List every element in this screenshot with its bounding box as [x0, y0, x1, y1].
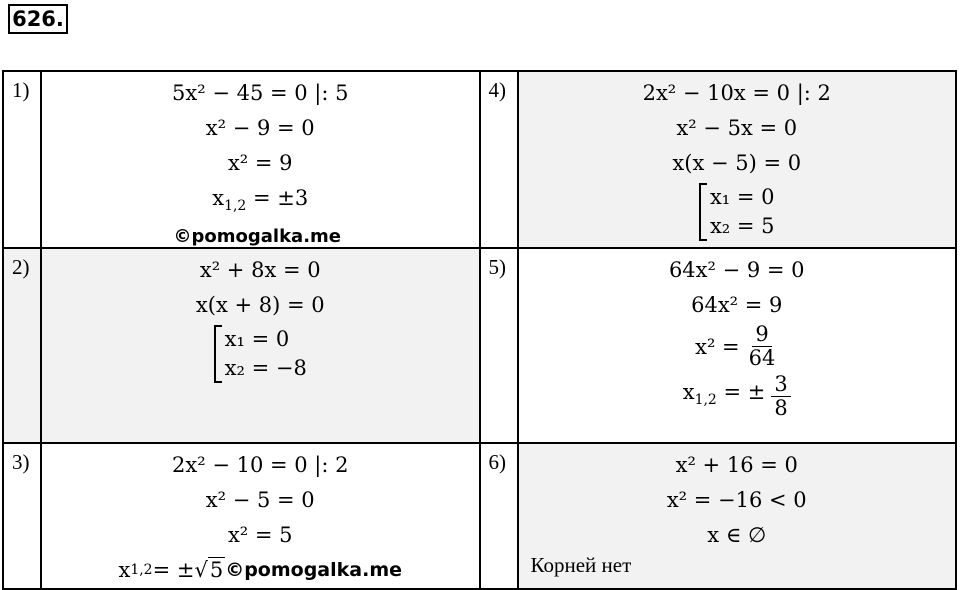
solution-cell-1: [41, 71, 480, 248]
watermark: ©pomogalka.me: [173, 226, 341, 248]
equation: x₂ = 5: [709, 214, 775, 238]
system-bracket: [699, 183, 707, 241]
problem-number: 626.: [8, 4, 68, 34]
item-label-2: 2): [3, 248, 41, 443]
equation-roots: $x_{1,2} = \pm 3$: [212, 186, 309, 215]
equation-system: [214, 325, 307, 383]
equation: 2x² − 10x = 0 |: 2: [642, 81, 831, 105]
item-label-5: 5): [480, 248, 518, 443]
equation: x² + 8x = 0: [199, 258, 321, 283]
solution-cell-2: [41, 248, 480, 443]
table-row: [3, 443, 956, 589]
equation: x₁ = 0: [709, 185, 775, 209]
equation: x² − 9 = 0: [205, 116, 315, 140]
no-roots-note: Корней нет: [530, 553, 632, 578]
equation: x(x + 8) = 0: [195, 293, 325, 318]
item-label-1: 1): [3, 71, 41, 248]
solution-cell-3: [41, 443, 480, 589]
solution-cell-4: [518, 71, 957, 248]
solution-cell-6: [518, 443, 957, 589]
equation: x₁ = 0: [224, 327, 290, 352]
equation: x(x − 5) = 0: [672, 151, 802, 175]
item-label-3: 3): [3, 443, 41, 589]
equation-system: [699, 183, 775, 241]
equation: x² = −16 < 0: [666, 488, 807, 513]
table-row: [3, 71, 956, 248]
table-row: [3, 248, 956, 443]
equation: x ∈ ∅: [707, 523, 767, 548]
equation-fraction: x² = $\frac{9}{64}$: [695, 323, 778, 370]
system-bracket: [214, 325, 222, 383]
equation: x² = 5: [227, 523, 293, 548]
fraction: $\frac{9}{64}$: [748, 322, 776, 371]
watermark: ©pomogalka.me: [225, 559, 403, 582]
equation: x² + 16 = 0: [675, 453, 798, 478]
equation: 2x² − 10 = 0 |: 2: [172, 453, 349, 478]
equation-roots: $x_{1,2}$ = ± $\frac{3}{8}$: [683, 370, 791, 422]
equation: 64x² − 9 = 0: [668, 258, 805, 283]
equation: x² − 5x = 0: [676, 116, 798, 140]
equation: x² = 9: [227, 151, 293, 175]
equation: 5x² − 45 = 0 |: 5: [172, 81, 349, 105]
equation: 64x² = 9: [691, 293, 783, 318]
solutions-table: [2, 70, 957, 590]
equation-roots: x 1,2 = ±√ 5 ©pomogalka.me: [118, 553, 402, 588]
item-label-6: 6): [480, 443, 518, 589]
item-label-4: 4): [480, 71, 518, 248]
solution-cell-5: [518, 248, 957, 443]
equation: x² − 5 = 0: [205, 488, 315, 513]
fraction: $\frac{3}{8}$: [771, 373, 790, 420]
equation: x₂ = −8: [224, 356, 307, 381]
